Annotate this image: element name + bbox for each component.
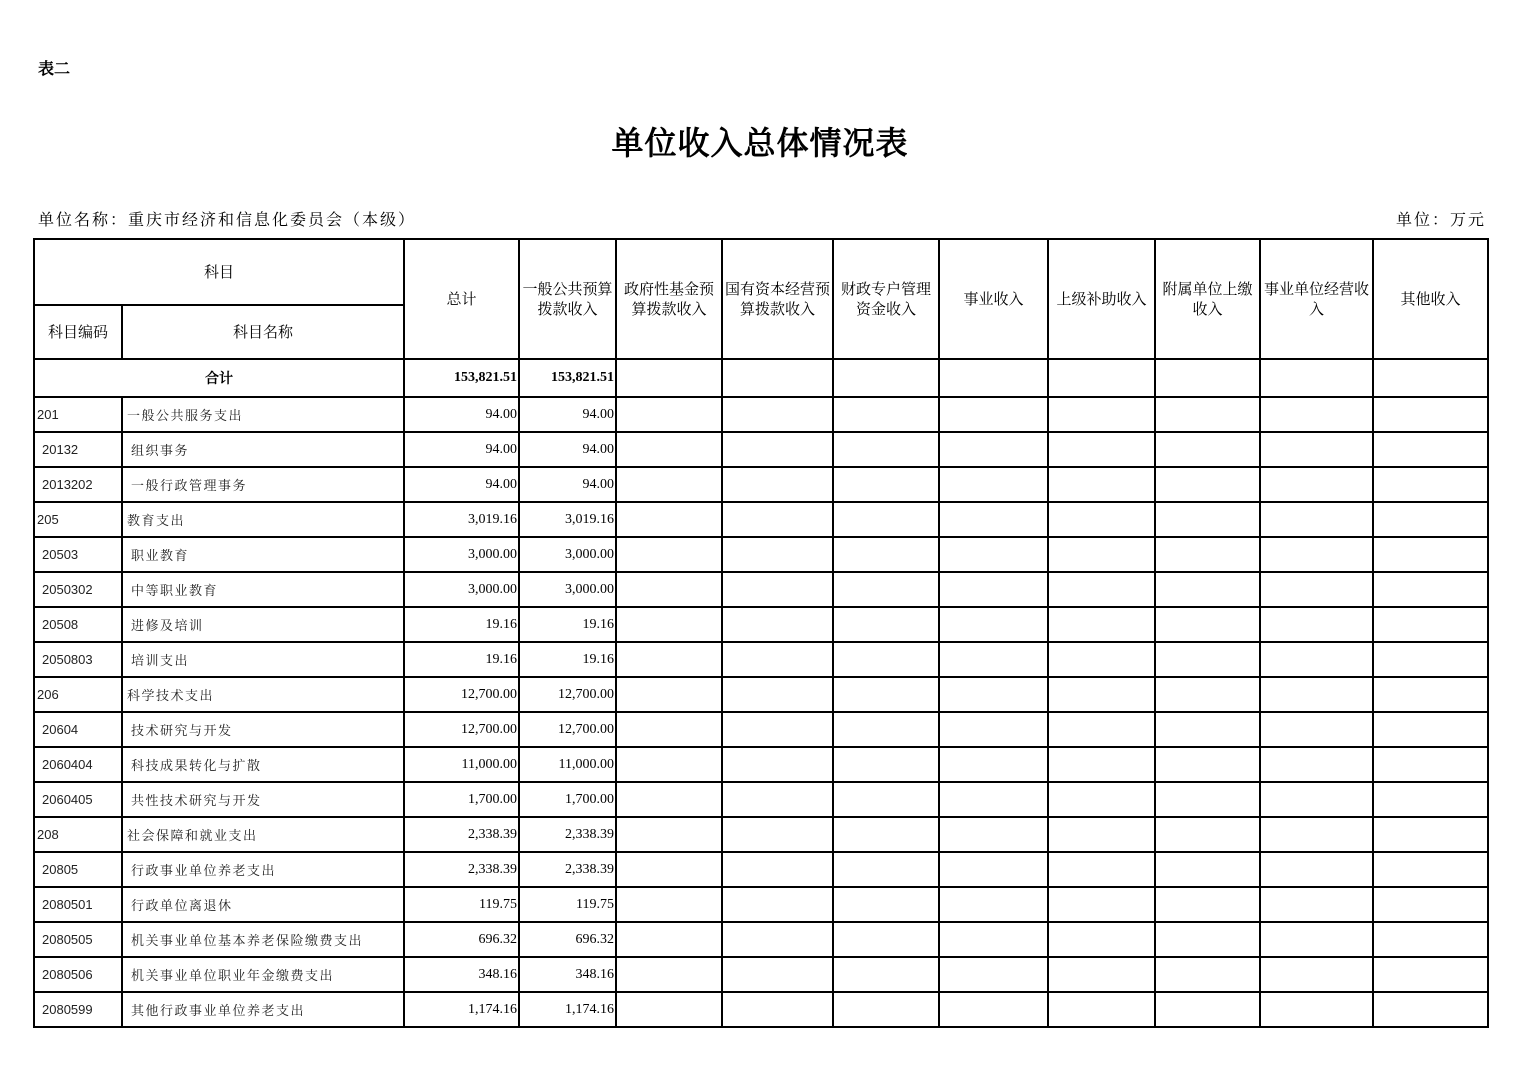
empty-cell: [1260, 922, 1373, 957]
row-total: 348.16: [404, 957, 519, 992]
empty-cell: [1373, 537, 1488, 572]
empty-cell: [1155, 677, 1260, 712]
empty-cell: [939, 817, 1048, 852]
empty-cell: [1155, 397, 1260, 432]
row-general-budget: 11,000.00: [519, 747, 616, 782]
empty-cell: [1260, 677, 1373, 712]
page-title: 单位收入总体情况表: [611, 124, 909, 162]
row-total: 1,174.16: [404, 992, 519, 1027]
empty-cell: [1373, 397, 1488, 432]
table-row: [34, 502, 1488, 537]
empty-cell: [1048, 747, 1155, 782]
row-total: 3,019.16: [404, 502, 519, 537]
row-name: 技术研究与开发: [122, 712, 404, 747]
empty-cell: [1155, 922, 1260, 957]
empty-cell: [939, 642, 1048, 677]
empty-cell: [939, 712, 1048, 747]
empty-cell: [616, 887, 722, 922]
row-name: 机关事业单位职业年金缴费支出: [122, 957, 404, 992]
table-row: [34, 852, 1488, 887]
empty-cell: [1260, 502, 1373, 537]
row-total: 94.00: [404, 467, 519, 502]
row-code: 20508: [34, 607, 122, 642]
empty-cell: [833, 467, 939, 502]
row-name: 行政单位离退休: [122, 887, 404, 922]
row-name: 职业教育: [122, 537, 404, 572]
empty-cell: [1048, 502, 1155, 537]
empty-cell: [1373, 467, 1488, 502]
empty-cell: [1260, 572, 1373, 607]
row-code: 2013202: [34, 467, 122, 502]
empty-cell: [1155, 712, 1260, 747]
row-total: 119.75: [404, 887, 519, 922]
empty-cell: [1260, 359, 1373, 397]
empty-cell: [939, 502, 1048, 537]
empty-cell: [939, 432, 1048, 467]
empty-cell: [722, 677, 833, 712]
row-code: 2060405: [34, 782, 122, 817]
empty-cell: [616, 957, 722, 992]
row-code: 20805: [34, 852, 122, 887]
empty-cell: [1260, 817, 1373, 852]
empty-cell: [722, 432, 833, 467]
empty-cell: [939, 852, 1048, 887]
empty-cell: [939, 677, 1048, 712]
row-name: 其他行政事业单位养老支出: [122, 992, 404, 1027]
row-code: 2050302: [34, 572, 122, 607]
table-row: [34, 537, 1488, 572]
empty-cell: [1048, 677, 1155, 712]
row-general-budget: 19.16: [519, 642, 616, 677]
header-superior-subsidy: 上级补助收入: [1048, 239, 1155, 359]
row-code: 2080506: [34, 957, 122, 992]
empty-cell: [1155, 467, 1260, 502]
income-table: [33, 238, 1489, 1028]
currency-unit: 单位：万元: [1395, 210, 1486, 229]
empty-cell: [1373, 607, 1488, 642]
empty-cell: [1260, 432, 1373, 467]
empty-cell: [833, 782, 939, 817]
empty-cell: [616, 502, 722, 537]
empty-cell: [616, 677, 722, 712]
row-total: 1,700.00: [404, 782, 519, 817]
empty-cell: [722, 397, 833, 432]
empty-cell: [1260, 397, 1373, 432]
header-general-budget: 一般公共预算拨款收入: [519, 239, 616, 359]
empty-cell: [1260, 712, 1373, 747]
empty-cell: [1048, 467, 1155, 502]
row-name: 机关事业单位基本养老保险缴费支出: [122, 922, 404, 957]
empty-cell: [722, 359, 833, 397]
row-name: 科学技术支出: [122, 677, 404, 712]
empty-cell: [1260, 887, 1373, 922]
row-name: 中等职业教育: [122, 572, 404, 607]
row-general-budget: 94.00: [519, 467, 616, 502]
empty-cell: [1048, 607, 1155, 642]
empty-cell: [1260, 747, 1373, 782]
table-row: [34, 782, 1488, 817]
unit-info-line: [38, 207, 1486, 229]
empty-cell: [1155, 957, 1260, 992]
row-code: 2060404: [34, 747, 122, 782]
empty-cell: [1048, 957, 1155, 992]
empty-cell: [833, 359, 939, 397]
row-general-budget: 1,700.00: [519, 782, 616, 817]
empty-cell: [1373, 852, 1488, 887]
table-row: [34, 397, 1488, 432]
empty-cell: [1373, 887, 1488, 922]
row-total: 2,338.39: [404, 817, 519, 852]
empty-cell: [722, 782, 833, 817]
empty-cell: [833, 607, 939, 642]
row-code: 2080599: [34, 992, 122, 1027]
table-row: [34, 992, 1488, 1027]
empty-cell: [1260, 992, 1373, 1027]
table-row: [34, 922, 1488, 957]
row-general-budget: 94.00: [519, 432, 616, 467]
empty-cell: [722, 957, 833, 992]
table-row: [34, 747, 1488, 782]
empty-cell: [1373, 642, 1488, 677]
empty-cell: [722, 922, 833, 957]
empty-cell: [1260, 782, 1373, 817]
header-gov-fund: 政府性基金预算拨款收入: [616, 239, 722, 359]
empty-cell: [939, 397, 1048, 432]
row-code: 20604: [34, 712, 122, 747]
empty-cell: [616, 467, 722, 502]
row-general-budget: 348.16: [519, 957, 616, 992]
header-total: 总计: [404, 239, 519, 359]
empty-cell: [616, 712, 722, 747]
table-row: [34, 817, 1488, 852]
empty-cell: [616, 432, 722, 467]
row-code: 201: [34, 397, 122, 432]
row-total: 3,000.00: [404, 572, 519, 607]
table-number: 表二: [38, 59, 71, 78]
empty-cell: [1048, 397, 1155, 432]
empty-cell: [1155, 992, 1260, 1027]
empty-cell: [616, 922, 722, 957]
row-general-budget: 1,174.16: [519, 992, 616, 1027]
empty-cell: [616, 607, 722, 642]
empty-cell: [939, 467, 1048, 502]
empty-cell: [1048, 432, 1155, 467]
empty-cell: [1048, 782, 1155, 817]
empty-cell: [1048, 642, 1155, 677]
row-name: 一般行政管理事务: [122, 467, 404, 502]
table-row: [34, 677, 1488, 712]
row-general-budget: 12,700.00: [519, 677, 616, 712]
row-total: 696.32: [404, 922, 519, 957]
row-total: 94.00: [404, 432, 519, 467]
empty-cell: [1373, 712, 1488, 747]
row-general-budget: 3,000.00: [519, 537, 616, 572]
row-code: 2080501: [34, 887, 122, 922]
total-row: [34, 359, 1488, 397]
empty-cell: [1155, 642, 1260, 677]
empty-cell: [616, 397, 722, 432]
empty-cell: [1373, 957, 1488, 992]
table-row: [34, 957, 1488, 992]
empty-cell: [616, 642, 722, 677]
empty-cell: [833, 922, 939, 957]
empty-cell: [722, 607, 833, 642]
empty-cell: [722, 537, 833, 572]
empty-cell: [1260, 852, 1373, 887]
empty-cell: [1048, 572, 1155, 607]
empty-cell: [722, 467, 833, 502]
empty-cell: [616, 782, 722, 817]
total-total: 153,821.51: [404, 359, 519, 397]
empty-cell: [939, 537, 1048, 572]
empty-cell: [1373, 502, 1488, 537]
empty-cell: [1373, 992, 1488, 1027]
empty-cell: [1048, 887, 1155, 922]
header-business-operation: 事业单位经营收入: [1260, 239, 1373, 359]
row-general-budget: 12,700.00: [519, 712, 616, 747]
empty-cell: [939, 922, 1048, 957]
row-name: 社会保障和就业支出: [122, 817, 404, 852]
empty-cell: [1155, 747, 1260, 782]
empty-cell: [1048, 817, 1155, 852]
row-general-budget: 2,338.39: [519, 852, 616, 887]
empty-cell: [939, 782, 1048, 817]
header-subject: 科目: [34, 239, 404, 305]
row-code: 2080505: [34, 922, 122, 957]
row-code: 206: [34, 677, 122, 712]
empty-cell: [1373, 677, 1488, 712]
row-name: 进修及培训: [122, 607, 404, 642]
empty-cell: [1155, 537, 1260, 572]
row-general-budget: 19.16: [519, 607, 616, 642]
empty-cell: [1155, 887, 1260, 922]
row-total: 94.00: [404, 397, 519, 432]
empty-cell: [833, 992, 939, 1027]
header-state-capital: 国有资本经营预算拨款收入: [722, 239, 833, 359]
empty-cell: [722, 712, 833, 747]
empty-cell: [1260, 607, 1373, 642]
row-name: 行政事业单位养老支出: [122, 852, 404, 887]
total-label: 合计: [34, 359, 404, 397]
empty-cell: [722, 817, 833, 852]
empty-cell: [1048, 922, 1155, 957]
empty-cell: [1155, 432, 1260, 467]
empty-cell: [833, 887, 939, 922]
empty-cell: [939, 887, 1048, 922]
empty-cell: [833, 677, 939, 712]
empty-cell: [1373, 817, 1488, 852]
empty-cell: [1373, 922, 1488, 957]
table-row: [34, 607, 1488, 642]
table-row: [34, 572, 1488, 607]
empty-cell: [722, 572, 833, 607]
row-general-budget: 3,019.16: [519, 502, 616, 537]
empty-cell: [722, 992, 833, 1027]
empty-cell: [833, 712, 939, 747]
empty-cell: [1155, 817, 1260, 852]
empty-cell: [1373, 359, 1488, 397]
empty-cell: [722, 747, 833, 782]
empty-cell: [1048, 852, 1155, 887]
empty-cell: [939, 957, 1048, 992]
empty-cell: [616, 747, 722, 782]
empty-cell: [1048, 359, 1155, 397]
empty-cell: [833, 852, 939, 887]
empty-cell: [833, 817, 939, 852]
header-name: 科目名称: [122, 305, 404, 359]
row-code: 20503: [34, 537, 122, 572]
header-row-1: [34, 239, 1488, 305]
empty-cell: [616, 359, 722, 397]
empty-cell: [616, 537, 722, 572]
empty-cell: [1155, 782, 1260, 817]
empty-cell: [939, 747, 1048, 782]
empty-cell: [1260, 467, 1373, 502]
empty-cell: [939, 607, 1048, 642]
empty-cell: [833, 397, 939, 432]
empty-cell: [939, 359, 1048, 397]
empty-cell: [833, 572, 939, 607]
row-total: 3,000.00: [404, 537, 519, 572]
empty-cell: [722, 852, 833, 887]
row-name: 培训支出: [122, 642, 404, 677]
empty-cell: [1155, 852, 1260, 887]
empty-cell: [1373, 747, 1488, 782]
empty-cell: [833, 957, 939, 992]
row-general-budget: 94.00: [519, 397, 616, 432]
empty-cell: [1155, 572, 1260, 607]
empty-cell: [833, 432, 939, 467]
row-total: 19.16: [404, 607, 519, 642]
header-code: 科目编码: [34, 305, 122, 359]
row-code: 208: [34, 817, 122, 852]
empty-cell: [1373, 432, 1488, 467]
row-general-budget: 2,338.39: [519, 817, 616, 852]
table-row: [34, 712, 1488, 747]
table-row: [34, 432, 1488, 467]
row-general-budget: 119.75: [519, 887, 616, 922]
row-total: 12,700.00: [404, 677, 519, 712]
empty-cell: [833, 642, 939, 677]
row-name: 一般公共服务支出: [122, 397, 404, 432]
table-row: [34, 642, 1488, 677]
empty-cell: [1155, 607, 1260, 642]
row-total: 12,700.00: [404, 712, 519, 747]
empty-cell: [1048, 537, 1155, 572]
row-name: 组织事务: [122, 432, 404, 467]
empty-cell: [1373, 572, 1488, 607]
empty-cell: [616, 992, 722, 1027]
row-total: 19.16: [404, 642, 519, 677]
empty-cell: [1260, 537, 1373, 572]
row-code: 2050803: [34, 642, 122, 677]
empty-cell: [722, 502, 833, 537]
empty-cell: [1373, 782, 1488, 817]
header-other: 其他收入: [1373, 239, 1488, 359]
row-name: 共性技术研究与开发: [122, 782, 404, 817]
empty-cell: [1155, 502, 1260, 537]
empty-cell: [833, 747, 939, 782]
empty-cell: [1048, 992, 1155, 1027]
empty-cell: [616, 817, 722, 852]
unit-name: 单位名称：重庆市经济和信息化委员会（本级）: [38, 210, 417, 229]
total-general-budget: 153,821.51: [519, 359, 616, 397]
row-code: 205: [34, 502, 122, 537]
empty-cell: [939, 572, 1048, 607]
empty-cell: [833, 537, 939, 572]
empty-cell: [722, 887, 833, 922]
empty-cell: [1260, 957, 1373, 992]
empty-cell: [939, 992, 1048, 1027]
empty-cell: [1155, 359, 1260, 397]
empty-cell: [1048, 712, 1155, 747]
row-name: 科技成果转化与扩散: [122, 747, 404, 782]
table-row: [34, 467, 1488, 502]
row-total: 11,000.00: [404, 747, 519, 782]
empty-cell: [833, 502, 939, 537]
header-business: 事业收入: [939, 239, 1048, 359]
empty-cell: [722, 642, 833, 677]
empty-cell: [616, 852, 722, 887]
row-general-budget: 3,000.00: [519, 572, 616, 607]
row-total: 2,338.39: [404, 852, 519, 887]
row-name: 教育支出: [122, 502, 404, 537]
header-affiliated: 附属单位上缴收入: [1155, 239, 1260, 359]
row-code: 20132: [34, 432, 122, 467]
row-general-budget: 696.32: [519, 922, 616, 957]
empty-cell: [616, 572, 722, 607]
empty-cell: [1260, 642, 1373, 677]
header-fiscal-account: 财政专户管理资金收入: [833, 239, 939, 359]
table-row: [34, 887, 1488, 922]
